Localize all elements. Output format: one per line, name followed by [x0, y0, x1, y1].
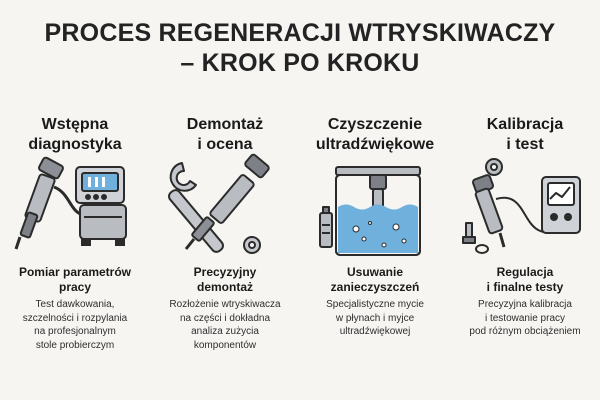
step-2-description: Rozłożenie wtryskiwacza na części i dokładna analiza zużycia komponentów	[169, 299, 281, 351]
page-title-line-2: – KROK PO KROKU	[180, 49, 420, 77]
calibration-gauge-icon	[460, 153, 590, 261]
step-1-title: Wstępna diagnostyka	[28, 116, 122, 153]
step-2-title: Demontaż i ocena	[186, 116, 264, 153]
step-2	[150, 105, 300, 400]
step-1-description: Test dawkowania, szczelności i rozpylania na profesjonalnym stole probierczym	[22, 299, 128, 351]
injector-test-bench-icon	[10, 153, 140, 261]
step-3	[300, 105, 450, 400]
step-2-subtitle: Precyzyjny demontaż	[193, 265, 257, 294]
step-1	[0, 105, 150, 400]
step-1-subtitle: Pomiar parametrów pracy	[18, 265, 132, 294]
page-title-line-1: PROCES REGENERACJI WTRYSKIWACZY	[44, 19, 556, 47]
ultrasonic-bath-icon	[310, 153, 440, 261]
process-steps	[0, 105, 600, 400]
step-4-subtitle: Regulacja i finalne testy	[486, 265, 564, 294]
page-title	[0, 18, 600, 78]
step-4-description: Precyzyjna kalibracja i testowanie pracy pod różnym obciążeniem	[469, 299, 581, 337]
step-3-description: Specjalistyczne mycie w płynach i myjce ultradźwiękowej	[326, 299, 424, 337]
step-4-title: Kalibracja i test	[486, 116, 564, 153]
step-3-title: Czyszczenie ultradźwiękowe	[315, 116, 435, 153]
wrench-injector-icon	[160, 153, 290, 261]
step-4	[450, 105, 600, 400]
step-3-subtitle: Usuwanie zanieczyszczeń	[330, 265, 420, 294]
